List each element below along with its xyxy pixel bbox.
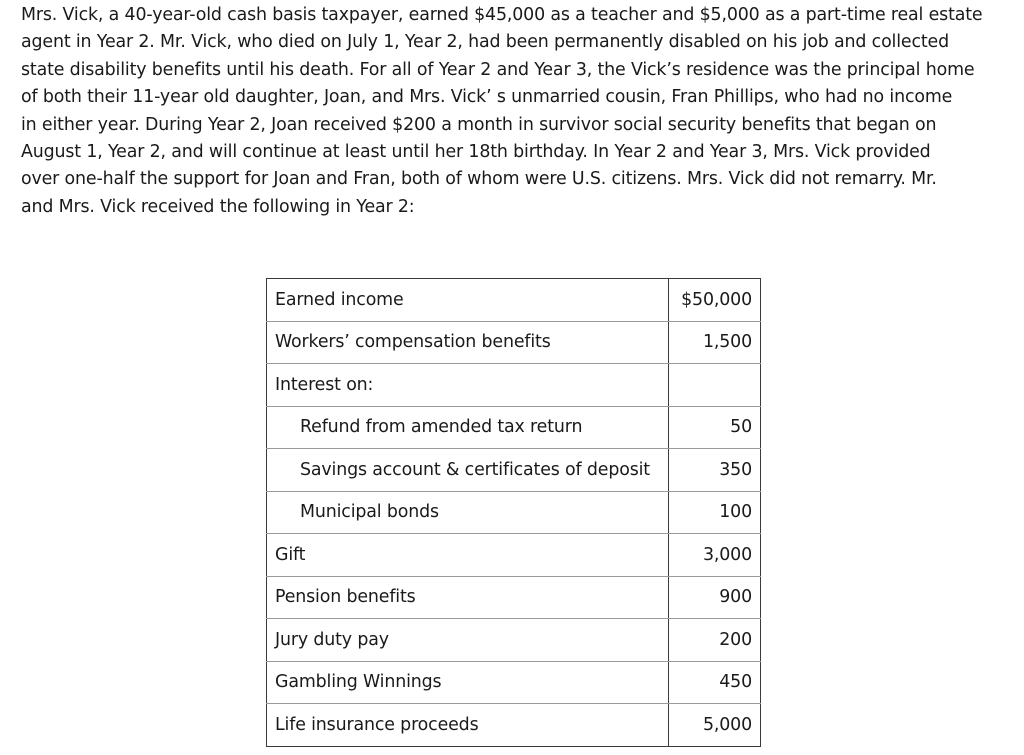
text-line: in either year. During Year 2, Joan received $200 a month in survivor social security benefits that began on <box>21 114 937 135</box>
income-table <box>266 278 761 747</box>
table-row <box>267 661 761 704</box>
row-label: Interest on: <box>267 364 669 407</box>
table-row <box>267 704 761 747</box>
row-label: Gift <box>267 534 669 577</box>
table-row <box>267 364 761 407</box>
row-label: Municipal bonds <box>267 491 669 534</box>
row-label: Life insurance proceeds <box>267 704 669 747</box>
row-amount: 3,000 <box>668 534 760 577</box>
problem-text <box>21 2 1016 221</box>
table-row <box>267 321 761 364</box>
row-amount: 1,500 <box>668 321 760 364</box>
table-row <box>267 279 761 322</box>
row-amount: $50,000 <box>668 279 760 322</box>
row-label: Pension benefits <box>267 576 669 619</box>
table-row <box>267 449 761 492</box>
row-label: Workers’ compensation benefits <box>267 321 669 364</box>
row-amount: 450 <box>668 661 760 704</box>
text-line: Mrs. Vick, a 40-year-old cash basis taxpayer, earned $45,000 as a teacher and $5,000 as a part-time real estate <box>21 5 983 25</box>
table-row <box>267 576 761 619</box>
row-amount: 900 <box>668 576 760 619</box>
text-line: agent in Year 2. Mr. Vick, who died on July 1, Year 2, had been permanently disabled on his job and collected <box>21 32 949 53</box>
row-amount <box>668 364 760 407</box>
row-amount: 200 <box>668 619 760 662</box>
row-amount: 100 <box>668 491 760 534</box>
text-line: over one-half the support for Joan and Fran, both of whom were U.S. citizens. Mrs. Vick did not remarry. Mr. <box>21 169 937 190</box>
text-line: of both their 11-year old daughter, Joan, and Mrs. Vick’ s unmarried cousin, Fran Phillips, who had no income <box>21 87 953 108</box>
table-row <box>267 619 761 662</box>
row-label: Savings account & certificates of deposit <box>267 449 669 492</box>
row-amount: 350 <box>668 449 760 492</box>
row-label: Gambling Winnings <box>267 661 669 704</box>
table-row <box>267 406 761 449</box>
text-line: and Mrs. Vick received the following in Year 2: <box>21 196 415 217</box>
row-label: Refund from amended tax return <box>267 406 669 449</box>
row-amount: 50 <box>668 406 760 449</box>
table-row <box>267 491 761 534</box>
text-line: August 1, Year 2, and will continue at least until her 18th birthday. In Year 2 and Year 3, Mrs. Vick provided <box>21 142 931 163</box>
row-label: Earned income <box>267 279 669 322</box>
text-line: state disability benefits until his death. For all of Year 2 and Year 3, the Vick’s residence was the principal home <box>21 59 975 80</box>
row-label: Jury duty pay <box>267 619 669 662</box>
row-amount: 5,000 <box>668 704 760 747</box>
table-row <box>267 534 761 577</box>
